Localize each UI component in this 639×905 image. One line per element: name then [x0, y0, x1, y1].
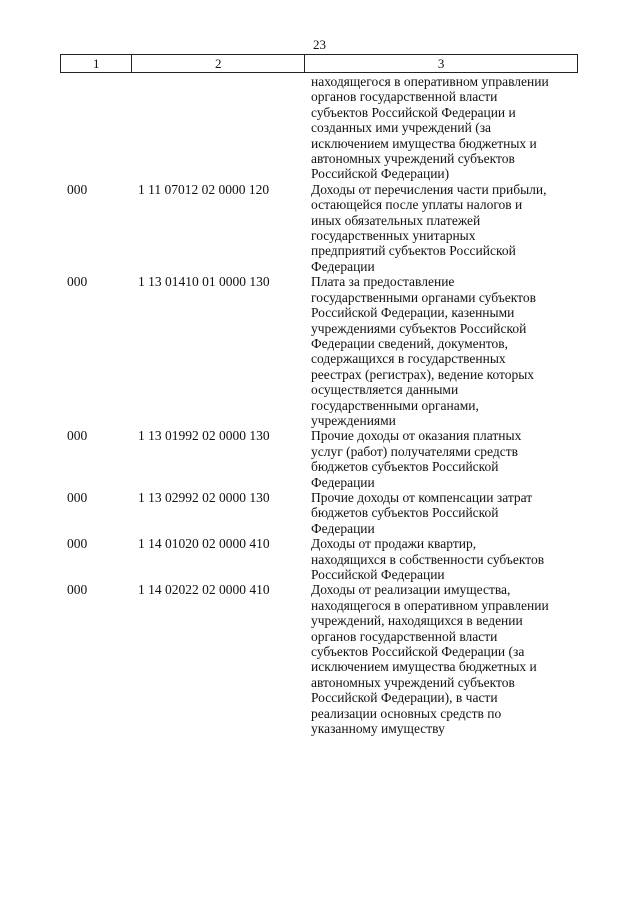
- admin-code: 000: [67, 536, 88, 552]
- budget-code: 1 13 01992 02 0000 130: [138, 428, 270, 444]
- admin-code: 000: [67, 274, 88, 290]
- income-description: Доходы от перечисления части прибыли, остающейся после уплаты налогов и иных обязательных платежей государственных унитарных предприятий субъектов Российской Федерации: [311, 181, 547, 274]
- income-description: Плата за предоставление государственными органами субъектов Российской Федерации, казенными учреждениями субъектов Российской Федерации сведений, документов, содержащихся в государственных реестрах (регистрах), ведение которых осуществляется данными государственными органами, учреждениями: [311, 274, 536, 428]
- income-description: Доходы от реализации имущества, находящегося в оперативном управлении учреждений, находящихся в ведении органов государственной власти субъектов Российской Федерации (за исключением имущества бюджетных и автономных учреждений субъектов Российской Федерации), в части реализации основных средств по указанному имуществу: [311, 582, 549, 737]
- admin-code: 000: [67, 582, 88, 598]
- header-col-3: 3: [305, 55, 578, 73]
- table-row: [0, 274, 639, 428]
- table-row: [0, 582, 639, 736]
- table-row: [0, 490, 639, 536]
- table-body: [0, 74, 639, 736]
- income-description: Прочие доходы от оказания платных услуг (работ) получателями средств бюджетов субъектов Российской Федерации: [311, 428, 522, 490]
- budget-code: 1 14 01020 02 0000 410: [138, 536, 270, 552]
- budget-code: 1 11 07012 02 0000 120: [138, 181, 270, 197]
- income-description: Прочие доходы от компенсации затрат бюджетов субъектов Российской Федерации: [311, 489, 533, 536]
- table-row: [0, 428, 639, 490]
- budget-code: 1 14 02022 02 0000 410: [138, 582, 270, 598]
- page-number: 23: [313, 37, 326, 52]
- table-row: [0, 74, 639, 182]
- admin-code: 000: [67, 428, 88, 444]
- income-description: Доходы от продажи квартир, находящихся в собственности субъектов Российской Федерации: [311, 536, 545, 582]
- budget-code: 1 13 01410 01 0000 130: [138, 274, 270, 290]
- admin-code: 000: [67, 181, 88, 197]
- header-row: [61, 55, 578, 73]
- column-header-table: [60, 54, 578, 73]
- header-col-2: 2: [132, 55, 305, 73]
- header-col-1: 1: [61, 55, 132, 73]
- table-row: [0, 182, 639, 274]
- admin-code: 000: [67, 489, 88, 505]
- income-description: находящегося в оперативном управлении органов государственной власти субъектов Российской Федерации и созданных ими учреждений (за исключением имущества бюджетных и автономных учреждений субъектов Российской Федерации): [311, 74, 549, 182]
- budget-code: 1 13 02992 02 0000 130: [138, 489, 270, 505]
- table-row: [0, 536, 639, 582]
